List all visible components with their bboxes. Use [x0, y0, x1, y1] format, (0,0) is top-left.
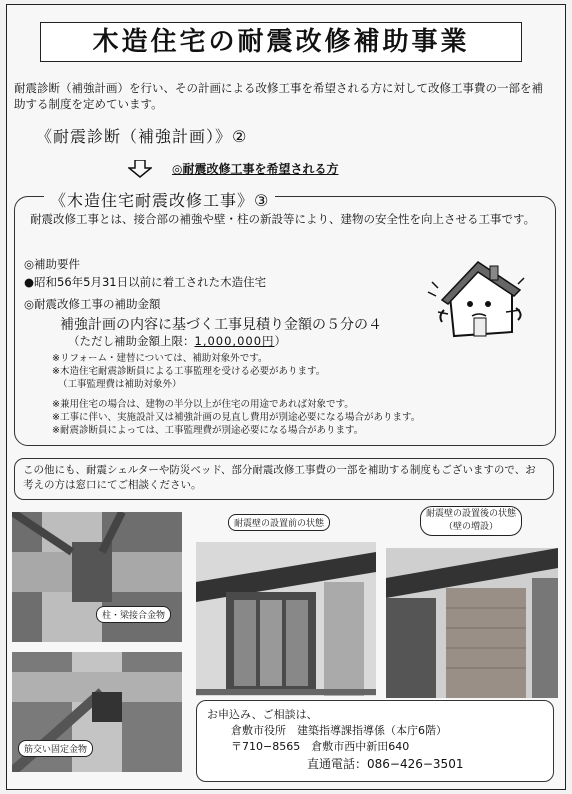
note: ※リフォーム・建替については、補助対象外です。: [52, 353, 268, 364]
requirement-item: ●昭和56年5月31日以前に着工された木造住宅: [24, 275, 267, 289]
label-after-line2: （壁の増設）: [444, 522, 499, 532]
label-after-line1: 耐震壁の設置後の状態: [426, 509, 517, 519]
amount-title: ◎耐震改修工事の補助金額: [24, 297, 161, 311]
label-before: 耐震壁の設置前の状態: [228, 514, 330, 531]
note: ※工事に伴い、実施設計又は補強計画の見直し費用が別途必要になる場合があります。: [52, 412, 421, 423]
cap-suffix: ）: [274, 334, 287, 348]
down-arrow-icon: [128, 160, 152, 178]
note: ※兼用住宅の場合は、建物の半分以上が住宅の用途であれば対象です。: [52, 399, 354, 410]
contact-box: [196, 700, 554, 782]
note: ※木造住宅耐震診断員による工事監理を受ける必要があります。: [52, 366, 326, 377]
cap-prefix: （ただし補助金額上限：: [68, 334, 195, 348]
label-after: [420, 506, 522, 536]
cap-text: [68, 333, 286, 349]
requirement-title: ◎補助要件: [24, 257, 81, 271]
other-programs-box: この他にも、耐震シェルターや防災ベッド、部分耐震改修工事費の一部を補助する制度もございますので、お考えの方は窓口にてご相談ください。: [14, 458, 554, 500]
notes-group-a: [52, 352, 325, 391]
photo-after-wall: [386, 548, 558, 698]
notes-group-b: [52, 398, 420, 437]
contact-phone: 直通電話：086−426−3501: [307, 757, 464, 771]
work-description: 耐震改修工事とは、接合部の補強や壁・柱の新設等により、建物の安全性を向上させる工事です。: [30, 212, 536, 226]
contact-lead: お申込み、ご相談は、: [207, 708, 318, 721]
note: ※耐震診断員によっては、工事監理費が別途必要になる場合があります。: [52, 425, 364, 436]
want-label: ◎ 耐震改修工事を希望される方: [172, 160, 339, 177]
shaking-house-illustration: [420, 252, 532, 344]
cap-value: 1,000,000円: [194, 334, 275, 348]
page-title: 木造住宅の耐震改修補助事業: [40, 22, 522, 62]
label-brace: 筋交い固定金物: [18, 740, 93, 757]
amount-text: 補強計画の内容に基づく工事見積り金額の５分の４: [60, 317, 382, 333]
label-joint: 柱・梁接合金物: [96, 606, 171, 623]
contact-office: 倉敷市役所 建築指導課指導係（本庁6階）: [231, 724, 447, 737]
work-heading: 《木造住宅耐震改修工事》③: [44, 188, 275, 211]
contact-address: 〒710−8565 倉敷市西中新田640: [231, 740, 410, 753]
diagnosis-heading: 《耐震診断（補強計画）》②: [36, 127, 248, 146]
photo-before-wall: [196, 542, 376, 696]
intro-text: 耐震診断（補強計画）を行い、その計画による改修工事を希望される方に対して改修工事費の一部を補助する制度を定めています。: [14, 81, 543, 111]
note: （工事監理費は補助対象外）: [58, 379, 182, 390]
